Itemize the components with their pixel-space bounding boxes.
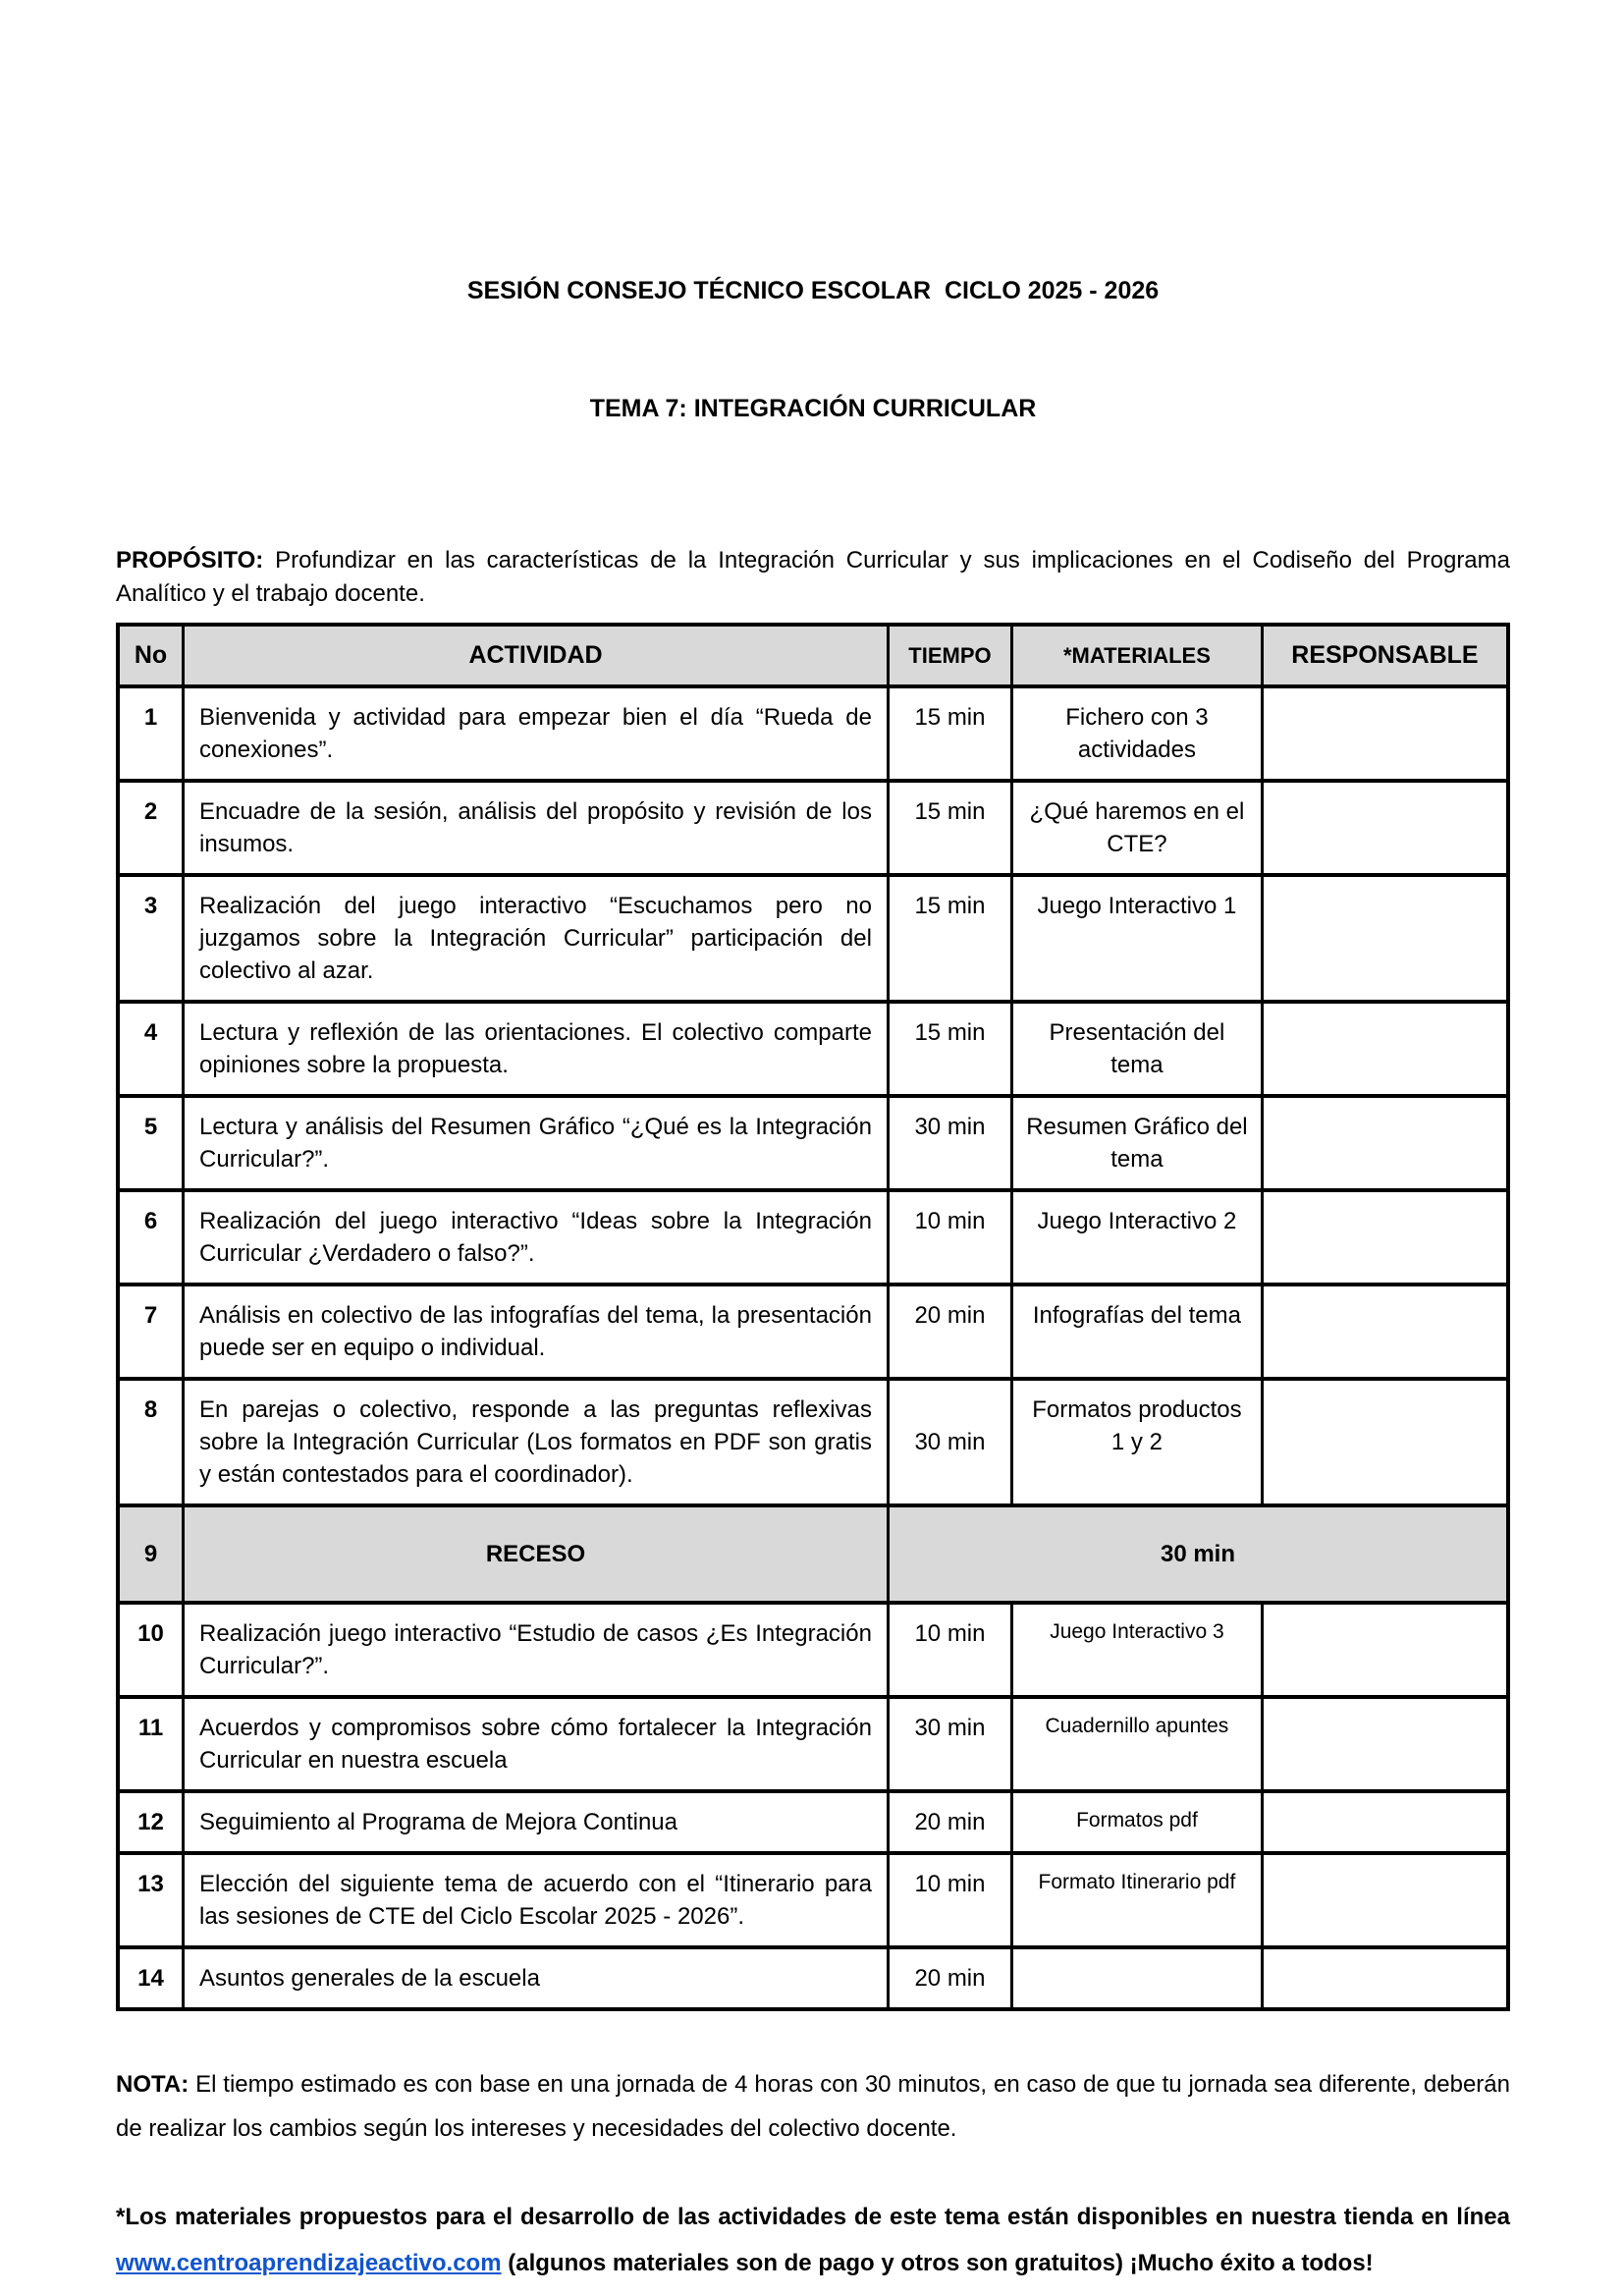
note-text: El tiempo estimado es con base en una jornada de 4 horas con 30 minutos, en caso de que tu jornada sea diferente, deberán de realizar los cambios según los intereses y necesidades del colectivo docente. [116, 2071, 1510, 2142]
header-materiales: *MATERIALES [1011, 625, 1262, 686]
cell-actividad: Realización del juego interactivo “Escuchamos pero no juzgamos sobre la Integración Curricular” participación del colectivo al azar. [184, 875, 889, 1002]
footer-paragraph [116, 2194, 1510, 2286]
table-row [118, 1947, 1508, 2009]
note-paragraph [116, 2062, 1510, 2151]
cell-materiales: Formato Itinerario pdf [1011, 1853, 1262, 1947]
cell-tiempo-merged: 30 min [888, 1505, 1508, 1603]
cell-materiales: Formatos productos 1 y 2 [1011, 1379, 1262, 1505]
cell-responsable [1262, 1603, 1508, 1697]
cell-materiales: Juego Interactivo 2 [1011, 1190, 1262, 1285]
purpose-text: Profundizar en las características de la Integración Curricular y sus implicaciones en el Codiseño del Programa Analítico y el trabajo docente. [116, 547, 1510, 607]
table-row [118, 1379, 1508, 1505]
cell-tiempo: 30 min [888, 1697, 1011, 1791]
cell-actividad: En parejas o colectivo, responde a las preguntas reflexivas sobre la Integración Curricular (Los formatos en PDF son gratis y están contestados para el coordinador). [184, 1379, 889, 1505]
page-title [116, 192, 1510, 507]
cell-materiales: Juego Interactivo 3 [1011, 1603, 1262, 1697]
cell-materiales [1011, 1947, 1262, 2009]
cell-no: 9 [118, 1505, 184, 1603]
table-row [118, 1603, 1508, 1697]
table-row [118, 1096, 1508, 1190]
footer-text-before-link: *Los materiales propuestos para el desarrollo de las actividades de este tema están disponibles en nuestra tienda en línea [116, 2204, 1510, 2230]
cell-materiales: Fichero con 3 actividades [1011, 686, 1262, 781]
cell-no: 1 [118, 686, 184, 781]
cell-responsable [1262, 1379, 1508, 1505]
cell-responsable [1262, 1190, 1508, 1285]
cell-tiempo: 15 min [888, 781, 1011, 875]
cell-no: 4 [118, 1002, 184, 1096]
cell-no: 6 [118, 1190, 184, 1285]
table-row [118, 1285, 1508, 1379]
cell-responsable [1262, 1791, 1508, 1853]
cell-actividad: Encuadre de la sesión, análisis del propósito y revisión de los insumos. [184, 781, 889, 875]
cell-materiales: Presentación del tema [1011, 1002, 1262, 1096]
page-title-line2: TEMA 7: INTEGRACIÓN CURRICULAR [589, 395, 1037, 422]
cell-no: 11 [118, 1697, 184, 1791]
cell-responsable [1262, 875, 1508, 1002]
cell-responsable [1262, 781, 1508, 875]
cell-materiales: Infografías del tema [1011, 1285, 1262, 1379]
cell-materiales: ¿Qué haremos en el CTE? [1011, 781, 1262, 875]
cell-actividad: Acuerdos y compromisos sobre cómo fortalecer la Integración Curricular en nuestra escuela [184, 1697, 889, 1791]
cell-no: 3 [118, 875, 184, 1002]
cell-no: 13 [118, 1853, 184, 1947]
cell-materiales: Juego Interactivo 1 [1011, 875, 1262, 1002]
cell-materiales: Cuadernillo apuntes [1011, 1697, 1262, 1791]
footer-text-after-link: (algunos materiales son de pago y otros son gratuitos) ¡Mucho éxito a todos! [508, 2250, 1374, 2276]
cell-actividad: Realización del juego interactivo “Ideas sobre la Integración Curricular ¿Verdadero o falso?”. [184, 1190, 889, 1285]
cell-actividad: Análisis en colectivo de las infografías del tema, la presentación puede ser en equipo o individual. [184, 1285, 889, 1379]
cell-no: 5 [118, 1096, 184, 1190]
purpose-label: PROPÓSITO: [116, 547, 264, 574]
cell-tiempo: 30 min [888, 1379, 1011, 1505]
table-row [118, 1190, 1508, 1285]
cell-responsable [1262, 1697, 1508, 1791]
cell-tiempo: 20 min [888, 1947, 1011, 2009]
cell-tiempo: 10 min [888, 1190, 1011, 1285]
cell-no: 10 [118, 1603, 184, 1697]
cell-actividad: Elección del siguiente tema de acuerdo con el “Itinerario para las sesiones de CTE del Ciclo Escolar 2025 - 2026”. [184, 1853, 889, 1947]
header-no: No [118, 625, 184, 686]
table-row [118, 1697, 1508, 1791]
cell-actividad: Lectura y reflexión de las orientaciones. El colectivo comparte opiniones sobre la propuesta. [184, 1002, 889, 1096]
cell-actividad: RECESO [184, 1505, 889, 1603]
cell-tiempo: 30 min [888, 1096, 1011, 1190]
table-row [118, 686, 1508, 781]
table-row [118, 781, 1508, 875]
cell-actividad: Lectura y análisis del Resumen Gráfico “¿Qué es la Integración Curricular?”. [184, 1096, 889, 1190]
cell-actividad: Seguimiento al Programa de Mejora Continua [184, 1791, 889, 1853]
table-row [118, 1791, 1508, 1853]
header-actividad: ACTIVIDAD [184, 625, 889, 686]
store-link[interactable]: www.centroaprendizajeactivo.com [116, 2250, 502, 2276]
cell-responsable [1262, 686, 1508, 781]
cell-responsable [1262, 1002, 1508, 1096]
purpose-paragraph [116, 544, 1510, 611]
cell-materiales: Resumen Gráfico del tema [1011, 1096, 1262, 1190]
cell-tiempo: 15 min [888, 1002, 1011, 1096]
note-label: NOTA: [116, 2071, 189, 2098]
cell-actividad: Bienvenida y actividad para empezar bien el día “Rueda de conexiones”. [184, 686, 889, 781]
activities-table [116, 623, 1510, 2011]
cell-responsable [1262, 1947, 1508, 2009]
table-header-row [118, 625, 1508, 686]
table-row [118, 875, 1508, 1002]
cell-tiempo: 20 min [888, 1285, 1011, 1379]
cell-no: 12 [118, 1791, 184, 1853]
header-responsable: RESPONSABLE [1262, 625, 1508, 686]
cell-no: 14 [118, 1947, 184, 2009]
page-title-line1: SESIÓN CONSEJO TÉCNICO ESCOLAR CICLO 2025 - 2026 [466, 277, 1160, 304]
cell-actividad: Realización juego interactivo “Estudio de casos ¿Es Integración Curricular?”. [184, 1603, 889, 1697]
cell-tiempo: 10 min [888, 1853, 1011, 1947]
cell-responsable [1262, 1853, 1508, 1947]
header-tiempo: TIEMPO [888, 625, 1011, 686]
cell-no: 7 [118, 1285, 184, 1379]
table-row [118, 1002, 1508, 1096]
cell-materiales: Formatos pdf [1011, 1791, 1262, 1853]
cell-responsable [1262, 1285, 1508, 1379]
cell-no: 8 [118, 1379, 184, 1505]
cell-tiempo: 15 min [888, 875, 1011, 1002]
cell-responsable [1262, 1096, 1508, 1190]
cell-no: 2 [118, 781, 184, 875]
cell-tiempo: 10 min [888, 1603, 1011, 1697]
table-row [118, 1853, 1508, 1947]
cell-tiempo: 15 min [888, 686, 1011, 781]
cell-tiempo: 20 min [888, 1791, 1011, 1853]
table-row-receso [118, 1505, 1508, 1603]
cell-actividad: Asuntos generales de la escuela [184, 1947, 889, 2009]
